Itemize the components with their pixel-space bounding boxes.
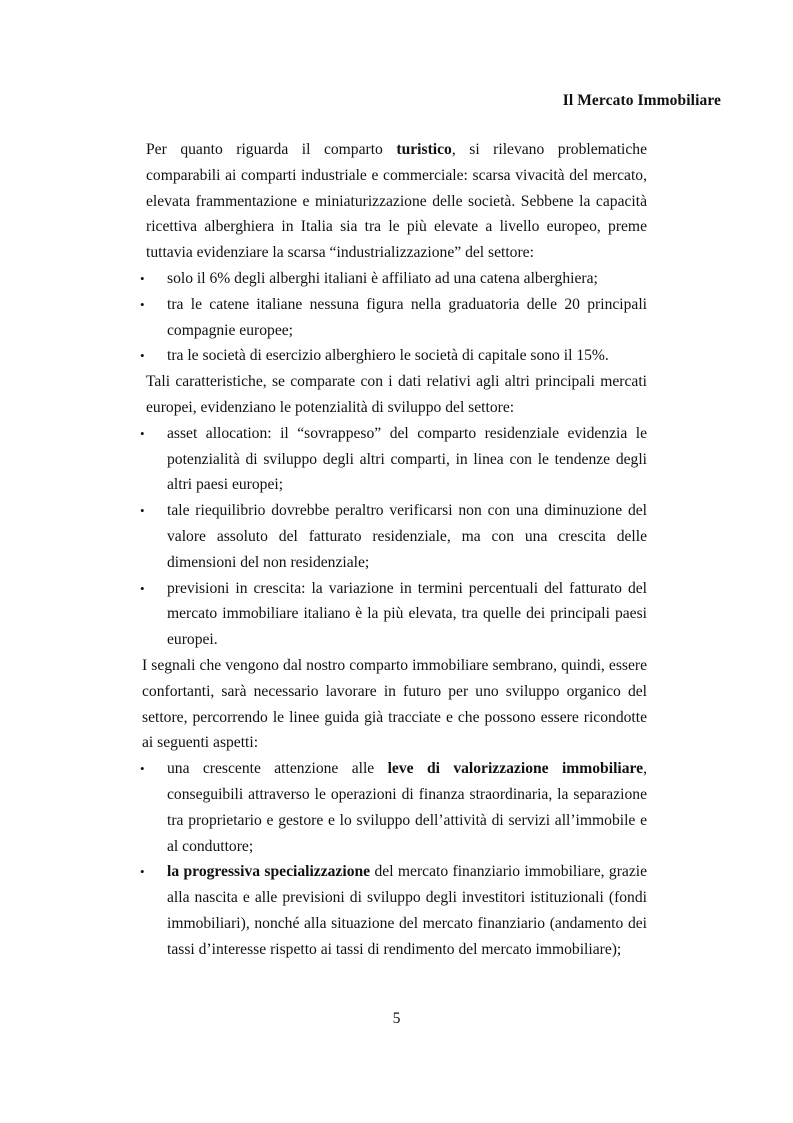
- list-item: • previsioni in crescita: la variazione in termini percentuali del fatturato del mercato immobiliare italiano è la più elevata, tra quelle dei principali paesi europei.: [146, 576, 647, 653]
- bullet-icon: •: [140, 270, 145, 286]
- emphasis-text: leve di valorizzazione immobiliare: [387, 760, 644, 778]
- paragraph-turistico: [146, 137, 647, 266]
- paragraph-text: , si rilevano problematiche comparabili ai comparti industriale e commerciale: scarsa vivacità del mercato, elevata frammentazione e miniaturizzazione delle società. Sebbene la capacità ricettiva alberghiera in Italia sia tra le più elevate a livello europeo, preme tuttavia evidenziare la scarsa “industrializzazione” del settore:: [146, 141, 647, 262]
- emphasis-text: turistico: [396, 141, 452, 158]
- bullet-icon: •: [140, 580, 145, 596]
- bullet-icon: •: [140, 864, 145, 880]
- bullet-list-potential: [140, 421, 647, 653]
- bullet-list-aspects: [140, 756, 648, 962]
- paragraph-text: Per quanto riguarda il comparto: [146, 141, 397, 158]
- list-item: • solo il 6% degli alberghi italiani è affiliato ad una catena alberghiera;: [146, 266, 647, 292]
- list-item: • una crescente attenzione alle leve di valorizzazione immobiliare, conseguibili attraverso le operazioni di finanza straordinaria, la separazione tra proprietario e gestore e lo sviluppo dell’attività di servizi all’immobile e al conduttore;: [146, 756, 647, 859]
- list-item: • tale riequilibrio dovrebbe peraltro verificarsi non con una diminuzione del valore assoluto del fatturato residenziale, ma con una crescita delle dimensioni del non residenziale;: [146, 498, 647, 575]
- bullet-icon: •: [140, 761, 145, 777]
- paragraph-segnali: I segnali che vengono dal nostro comparto immobiliare sembrano, quindi, essere confortanti, sarà necessario lavorare in futuro per uno sviluppo organico del settore, percorrendo le linee guida già tracciate e che possono essere ricondotte ai seguenti aspetti:: [142, 656, 647, 752]
- list-item: • tra le società di esercizio alberghiero le società di capitale sono il 15%.: [146, 343, 647, 369]
- main-text: [140, 137, 648, 963]
- emphasis-text: la progressiva specializzazione: [167, 863, 371, 881]
- bullet-icon: •: [140, 296, 145, 312]
- bullet-icon: •: [140, 503, 145, 519]
- bullet-icon: •: [140, 348, 145, 364]
- list-item: • tra le catene italiane nessuna figura nella graduatoria delle 20 principali compagnie europee;: [146, 292, 647, 344]
- list-item: • asset allocation: il “sovrappeso” del comparto residenziale evidenzia le potenzialità di sviluppo degli altri comparti, in linea con le tendenze degli altri paesi europei;: [146, 421, 647, 498]
- page-number: 5: [392, 1010, 401, 1027]
- bullet-icon: •: [140, 425, 145, 441]
- paragraph-caratteristiche: Tali caratteristiche, se comparate con i dati relativi agli altri principali mercati europei, evidenziano le potenzialità di sviluppo del settore:: [146, 373, 647, 416]
- list-item: • la progressiva specializzazione del mercato finanziario immobiliare, grazie alla nascita e alle previsioni di sviluppo degli investitori istituzionali (fondi immobiliari), nonché alla situazione del mercato finanziario (andamento dei tassi d’interesse rispetto ai tassi di rendimento del mercato immobiliare);: [146, 859, 647, 962]
- bullet-list-hotels: [140, 266, 647, 369]
- running-header: Il Mercato Immobiliare: [562, 92, 721, 109]
